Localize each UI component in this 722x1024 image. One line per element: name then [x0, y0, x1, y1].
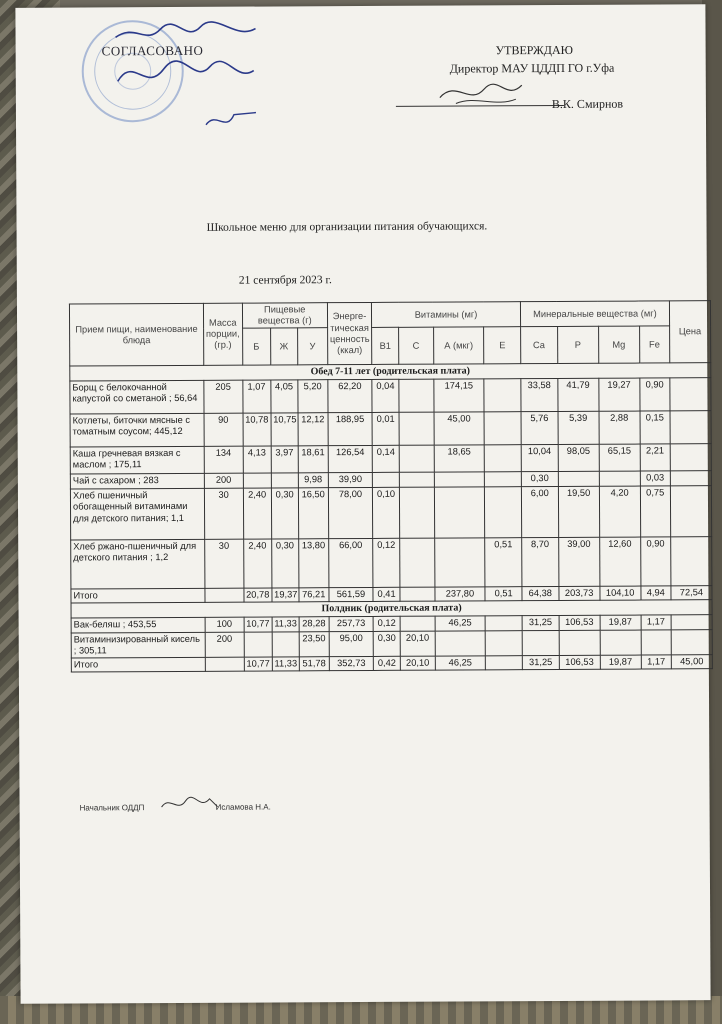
table-cell: 257,73 [329, 617, 373, 631]
approve-position: Директор МАУ ЦДДП ГО г.Уфа [449, 60, 615, 76]
table-cell: 0,12 [373, 617, 400, 631]
table-cell: 11,33 [272, 617, 299, 631]
table-cell: 16,50 [298, 488, 328, 539]
total-cell: 20,78 [244, 588, 272, 602]
table-cell: 0,14 [372, 446, 399, 473]
table-cell [522, 630, 559, 656]
table-cell: 28,28 [299, 617, 329, 631]
header-energy: Энерге-тическая ценность (ккал) [327, 302, 372, 365]
table-cell: 4,05 [271, 380, 298, 413]
header-fe: Fe [639, 326, 669, 363]
table-cell [272, 631, 299, 656]
table-cell: 45,00 [434, 412, 485, 445]
table-cell: 134 [204, 446, 243, 473]
table-cell: 12,12 [298, 413, 328, 446]
table-cell [271, 473, 298, 488]
table-cell: 66,00 [329, 539, 373, 588]
total-cell: 51,78 [299, 657, 329, 671]
table-cell [484, 412, 521, 445]
header-mass: Масса порции, (гр.) [203, 303, 242, 366]
header-u: У [297, 328, 327, 365]
total-cell: 19,87 [600, 655, 641, 669]
table-cell: 33,58 [521, 379, 558, 412]
table-cell [485, 616, 522, 630]
table-cell [671, 629, 712, 655]
table-cell: 0,01 [372, 413, 399, 446]
table-cell: 4,13 [243, 446, 271, 473]
total-cell: 561,59 [329, 588, 373, 602]
total-cell: 64,38 [522, 587, 559, 601]
table-cell: 18,61 [298, 446, 328, 473]
document-title: Школьное меню для организации питания обучающихся. [206, 220, 488, 234]
agreed-label: СОГЛАСОВАНО [101, 42, 204, 59]
header-nutrients: Пищевые вещества (г) [242, 303, 327, 329]
table-cell: 0,04 [372, 380, 399, 413]
table-cell: 39,90 [328, 473, 372, 488]
table-cell: 19,50 [558, 487, 599, 538]
table-cell [399, 487, 434, 538]
dish-name-cell: Чай с сахаром ; 283 [70, 474, 204, 490]
table-row [71, 537, 712, 589]
document-page [15, 4, 710, 1004]
table-cell: 205 [204, 380, 243, 413]
table-row [70, 411, 711, 447]
total-cell: 237,80 [435, 587, 486, 601]
table-cell [670, 411, 711, 444]
table-cell [485, 472, 522, 487]
table-cell: 39,00 [558, 538, 599, 587]
table-cell: 30 [204, 488, 243, 539]
dish-name-cell: Витаминизированный кисель ; 305,11 [71, 632, 205, 658]
table-cell: 0,30 [373, 631, 400, 656]
table-cell [641, 630, 671, 655]
table-cell [599, 471, 640, 486]
table-cell: 10,77 [244, 617, 272, 631]
table-cell: 106,53 [559, 616, 600, 630]
total-cell: 20,10 [400, 656, 435, 670]
table-cell: 126,54 [328, 446, 372, 473]
table-cell: 18,65 [434, 445, 485, 472]
table-cell: 188,95 [328, 413, 372, 446]
total-cell [205, 588, 244, 602]
dish-name-cell: Котлеты, биточки мясные с томатным соусом; 445,12 [70, 414, 204, 448]
table-cell: 12,60 [599, 537, 640, 586]
signature-footer-icon [160, 793, 220, 815]
total-cell [486, 656, 523, 670]
header-mg: Mg [598, 326, 639, 363]
table-cell: 174,15 [433, 379, 484, 412]
document-date: 21 сентября 2023 г. [238, 274, 332, 287]
menu-table [69, 300, 713, 672]
table-cell [485, 487, 522, 538]
table-cell: 23,50 [299, 631, 329, 656]
table-cell [399, 412, 434, 445]
table-cell: 0,75 [640, 486, 670, 537]
table-cell: 90 [204, 413, 243, 446]
approve-name: В.К. Смирнов [551, 96, 624, 112]
table-cell [243, 473, 271, 488]
table-cell: 1,17 [641, 615, 671, 629]
table-cell: 2,21 [640, 444, 670, 471]
table-cell: 95,00 [329, 631, 373, 657]
table-cell: 0,51 [485, 538, 522, 587]
header-p: P [557, 327, 598, 364]
total-cell: 0,41 [373, 588, 400, 602]
table-cell: 0,30 [521, 472, 558, 487]
table-cell [400, 617, 435, 631]
table-cell: 4,20 [599, 486, 640, 537]
section-title: Обед 7-11 лет (родительская плата) [70, 363, 711, 381]
table-cell [600, 630, 641, 656]
table-cell: 13,80 [298, 539, 328, 588]
table-cell: 0,10 [373, 488, 400, 539]
table-row [70, 444, 711, 474]
footer-name: Исламова Н.А. [215, 802, 271, 812]
table-cell: 46,25 [435, 616, 486, 630]
table-cell [434, 472, 485, 487]
table-cell [670, 471, 711, 486]
table-cell: 41,79 [558, 379, 599, 412]
table-cell: 78,00 [328, 488, 373, 539]
table-cell: 10,78 [243, 413, 271, 446]
table-cell [434, 538, 485, 587]
table-cell [399, 472, 434, 487]
signature-left-icon [105, 15, 266, 136]
table-cell: 5,76 [521, 412, 558, 445]
total-cell: 0,51 [485, 587, 522, 601]
footer-position: Начальник ОДДП [79, 803, 145, 813]
menu-table-body [70, 363, 713, 672]
table-cell: 5,20 [298, 380, 328, 413]
header-e: E [484, 327, 521, 364]
table-cell: 0,30 [271, 488, 298, 539]
table-cell [558, 472, 599, 487]
total-cell: 72,54 [671, 586, 712, 600]
header-minerals: Минеральные вещества (мг) [520, 301, 669, 327]
total-cell: 0,42 [373, 656, 400, 670]
table-cell: 0,03 [640, 471, 670, 486]
table-cell: 2,40 [243, 539, 271, 588]
table-cell: 2,88 [599, 411, 640, 444]
table-cell [399, 379, 434, 412]
total-label: Итого [71, 657, 205, 672]
table-cell: 0,90 [640, 537, 670, 586]
dish-name-cell: Борщ с белокочанной капустой со сметаной ; 56,64 [70, 381, 204, 415]
total-cell: 104,10 [600, 586, 641, 600]
table-cell [244, 632, 272, 657]
table-cell [484, 445, 521, 472]
table-cell: 0,12 [373, 539, 400, 588]
table-cell: 3,97 [271, 446, 298, 473]
total-cell: 203,73 [559, 587, 600, 601]
table-cell [671, 615, 712, 629]
table-cell: 2,40 [243, 488, 271, 539]
table-cell: 0,30 [271, 539, 298, 588]
total-label: Итого [71, 589, 205, 604]
table-cell: 5,39 [558, 412, 599, 445]
table-cell: 8,70 [522, 538, 559, 587]
total-cell: 45,00 [671, 655, 712, 669]
header-vitamins: Витамины (мг) [372, 302, 521, 328]
table-cell: 98,05 [558, 445, 599, 472]
header-b1: B1 [372, 328, 399, 365]
total-cell: 1,17 [641, 655, 671, 669]
table-cell: 10,75 [271, 413, 298, 446]
table-cell: 0,90 [640, 378, 670, 411]
header-zh: Ж [270, 328, 297, 365]
header-c: C [399, 327, 434, 364]
table-cell: 19,27 [599, 378, 640, 411]
table-cell [485, 630, 522, 656]
total-cell: 31,25 [522, 655, 559, 669]
header-ca: Ca [521, 327, 558, 364]
table-cell [435, 630, 486, 656]
header-dish: Прием пищи, наименование блюда [69, 303, 203, 366]
total-cell: 76,21 [299, 588, 329, 602]
dish-name-cell: Вак-беляш ; 453,55 [71, 618, 205, 633]
section-title: Полдник (родительская плата) [71, 600, 712, 618]
total-cell: 4,94 [641, 586, 671, 600]
table-row [71, 629, 712, 658]
total-cell [400, 587, 435, 601]
table-cell: 62,20 [328, 380, 372, 413]
table-cell: 9,98 [298, 473, 328, 488]
table-cell: 6,00 [521, 487, 558, 538]
total-cell [205, 657, 244, 671]
total-cell: 106,53 [559, 655, 600, 669]
total-cell: 352,73 [329, 656, 373, 670]
dish-name-cell: Хлеб ржано-пшеничный для детского питания ; 1,2 [71, 540, 205, 590]
header-a: А (мкг) [433, 327, 484, 364]
total-row [71, 655, 712, 673]
dish-name-cell: Хлеб пшеничный обогащенный витаминами для детского питания; 1,1 [70, 489, 204, 541]
table-cell [559, 630, 600, 656]
table-cell: 200 [204, 473, 243, 488]
table-cell [671, 537, 712, 586]
header-b: Б [242, 328, 270, 365]
table-cell: 10,04 [521, 445, 558, 472]
table-row [70, 486, 711, 540]
header-price: Цена [669, 301, 710, 364]
table-cell: 200 [205, 632, 244, 658]
table-cell [399, 445, 434, 472]
total-cell: 11,33 [272, 657, 299, 671]
table-cell: 100 [205, 618, 244, 632]
approve-title: УТВЕРЖДАЮ [495, 42, 574, 58]
table-cell: 1,07 [242, 380, 270, 413]
total-cell: 19,37 [272, 588, 299, 602]
table-cell [670, 444, 711, 471]
table-cell: 20,10 [400, 631, 435, 656]
table-cell [670, 486, 711, 537]
table-cell [434, 487, 485, 538]
table-cell: 19,87 [600, 616, 641, 630]
total-cell: 10,77 [244, 657, 272, 671]
table-cell: 0,15 [640, 411, 670, 444]
table-cell [670, 378, 711, 411]
total-cell: 46,25 [435, 656, 486, 670]
dish-name-cell: Каша гречневая вязкая с маслом ; 175,11 [70, 447, 204, 475]
table-cell [400, 538, 435, 587]
table-cell [372, 473, 399, 488]
header-row-top [69, 301, 710, 330]
table-cell: 31,25 [522, 616, 559, 630]
table-cell [484, 379, 521, 412]
table-cell: 30 [204, 539, 243, 588]
table-row [70, 378, 711, 414]
table-cell: 65,15 [599, 444, 640, 471]
